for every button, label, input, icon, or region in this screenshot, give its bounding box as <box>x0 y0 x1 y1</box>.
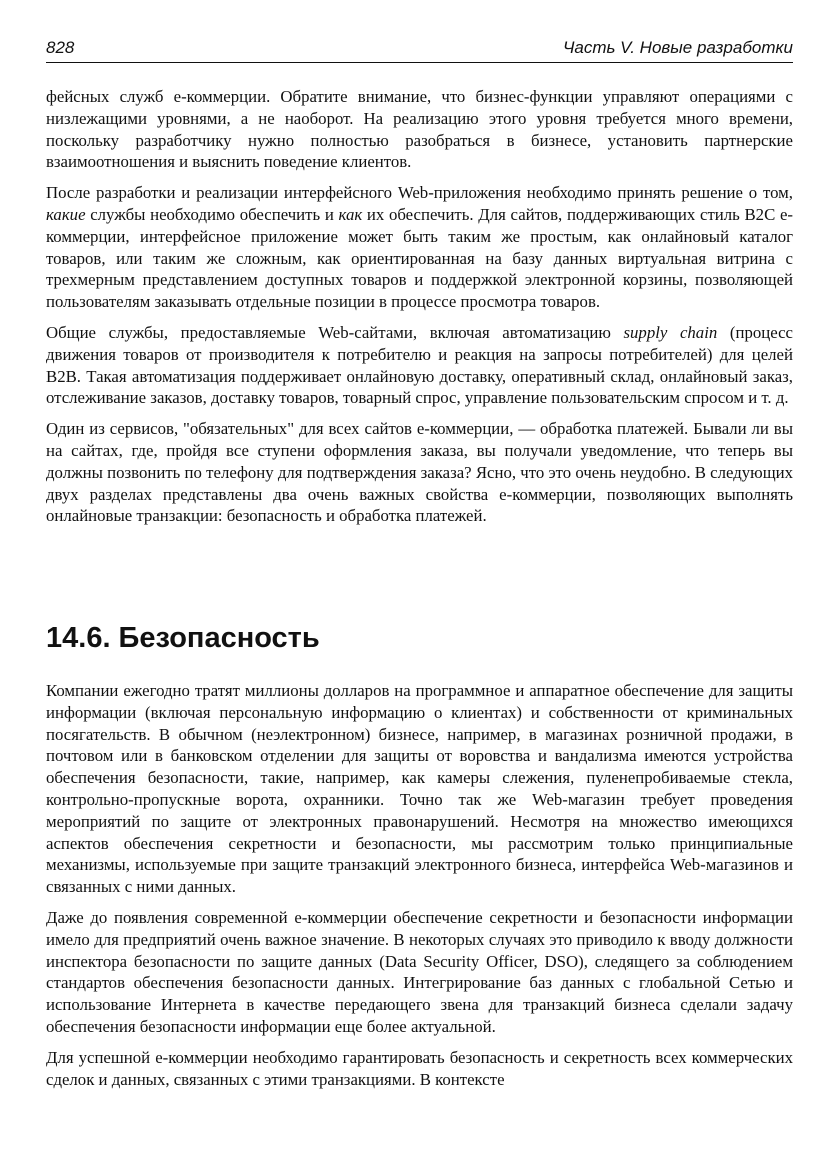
text-run: Общие службы, предоставляемые Web-сайтами, включая автоматизацию <box>46 322 624 342</box>
text-block-top <box>46 86 793 536</box>
section-heading: 14.6. Безопасность <box>46 622 320 654</box>
running-title: Часть V. Новые разработки <box>562 38 793 57</box>
text-block-bottom <box>46 680 793 1099</box>
italic-text: как <box>338 204 363 224</box>
paragraph <box>46 86 793 173</box>
text-run: службы необходимо обеспечить и <box>85 204 339 224</box>
text-run: Для успешной е-коммерции необходимо гарантировать безопасность и секретность всех коммерческих сделок и данных, связанных с этими транзакциями. В контексте <box>46 1047 793 1089</box>
text-run: их обеспечить. Для сайтов, поддерживающих стиль B2C е-коммерции, интерфейсное приложение может быть таким же простым, как онлайновый каталог товаров, или таким же сложным, как ориентированная на базу данных виртуальная витрина с трехмерным представлением доступных товаров и поддержкой электронной корзины, позволяющей пользователям заказывать отдельные позиции в процессе просмотра товаров. <box>46 204 793 312</box>
page-number: 828 <box>46 38 75 57</box>
text-run: (процесс движения товаров от производителя к потребителю и реакция на запросы потребителей) для целей B2B. Такая автоматизация поддерживает онлайновую доставку, оперативный склад, онлайновый заказ, отслеживание заказов, доставку товаров, товарный спрос, управление пользовательским спросом и т. д. <box>46 322 794 408</box>
text-run: Один из сервисов, "обязательных" для всех сайтов е-коммерции, — обработка платежей. Бывали ли вы на сайтах, где, пройдя все ступени оформления заказа, вы получали уведомление, что теперь вы должны позвонить по телефону для подтверждения заказа? Ясно, что это очень неудобно. В следующих двух разделах представлены два очень важных свойства е-коммерции, позволяющих выполнять онлайновые транзакции: безопасность и обработка платежей. <box>46 419 793 526</box>
paragraph <box>46 322 793 409</box>
paragraph <box>46 182 793 313</box>
italic-text: какие <box>46 204 86 224</box>
text-run: Даже до появления современной е-коммерции обеспечение секретности и безопасности информации имело для предприятий очень важное значение. В некоторых случаях это приводило к вводу должности инспектора безопасности по защите данных (Data Security Officer, DSO), следящего за соблюдением стандартов обеспечения безопасности данных. Интегрирование баз данных с глобальной Сетью и использование Интернета в качестве передающего звена для транзакций бизнеса сделали задачу обеспечения безопасности информации еще более актуальной. <box>46 907 793 1036</box>
paragraph <box>46 907 793 1038</box>
paragraph <box>46 1047 793 1091</box>
italic-text: supply chain <box>623 322 718 342</box>
text-run: фейсных служб е-коммерции. Обратите внимание, что бизнес-функции управляют операциями с низлежащими уровнями, а не наоборот. На реализацию этого уровня требуется много времени, поскольку разработчику нужно полностью разобраться в бизнесе, установить партнерские взаимоотношения и выяснить поведение клиентов. <box>46 87 793 172</box>
paragraph <box>46 418 793 527</box>
paragraph <box>46 680 793 898</box>
page-header <box>46 32 793 63</box>
text-run: После разработки и реализации интерфейсного Web-приложения необходимо принять решение о том, <box>46 183 793 203</box>
text-run: Компании ежегодно тратят миллионы долларов на программное и аппаратное обеспечение для защиты информации (включая персональную информацию о клиентах) и собственности от криминальных посягательств. В обычном (неэлектронном) бизнесе, например, в магазинах розничной продажи, в почтовом или в банковском отделении для защиты от воровства и вандализма имеются устройства обеспечения безопасности, такие, например, как камеры слежения, пуленепробиваемые стекла, контрольно-пропускные ворота, охранники. Точно так же Web-магазин требует проведения мероприятий по защите от электронных правонарушений. Несмотря на множество имеющихся аспектов обеспечения секретности и безопасности, мы рассмотрим только принципиальные механизмы, используемые при защите транзакций электронного бизнеса, интерфейса Web-магазинов и связанных с ними данных. <box>46 681 793 897</box>
